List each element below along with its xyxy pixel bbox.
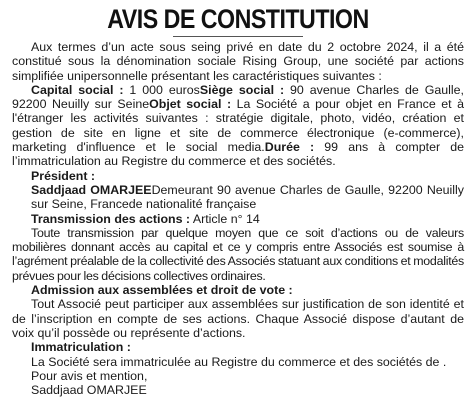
siege-value: 90 avenue Charles de Gaulle, 92200 Neuilly sur Seine	[12, 82, 465, 112]
duree-label: Durée :	[264, 140, 315, 155]
transmission-article: Article n° 14	[190, 211, 260, 226]
signatory-name: Saddjaad OMARJEE	[31, 383, 147, 398]
admission-heading: Admission aux assemblées et droit de vote :	[31, 283, 293, 298]
notice-title: AVIS DE CONSTITUTION	[107, 4, 369, 34]
president-paragraph	[12, 183, 464, 212]
company-details-paragraph	[12, 83, 464, 169]
closing-line: Pour avis et mention,	[31, 368, 148, 383]
president-address: Demeurant 90 avenue Charles de Gaulle, 92200 Neuilly sur Seine, Francede nationalité française	[31, 182, 464, 212]
siege-label: Siège social :	[199, 82, 285, 97]
objet-value: La Société a pour objet en France et à l'étranger les activités suivantes : stratégie digitale, photo, vidéo, création et gestion de site en ligne et site de commerce électronique (e-commerce), marketing d'influence et le social media.	[12, 97, 464, 155]
title-underline	[173, 36, 303, 37]
transmission-paragraph: Toute transmission par quelque moyen que ce soit d’actions ou de valeurs mobilières donnant accès au capital et ce y compris entre Associés est soumise à l’agrément préalable de la collectivité des Associés statuant aux conditions et modalités prévues pour les décisions collectives ordinaires.	[12, 225, 464, 283]
admission-paragraph: Tout Associé peut participer aux assemblées sur justification de son identité et de l’inscription en compte de ses actions. Chaque Associé dispose d’autant de voix qu’il possède ou représente d’actions.	[12, 297, 464, 340]
president-name: Saddjaad OMARJEE	[31, 182, 152, 197]
transmission-heading: Transmission des actions :	[31, 211, 191, 226]
intro-paragraph: Aux termes d’un acte sous seing privé en date du 2 octobre 2024, il a été constitué sous la dénomination sociale Rising Group, une société par actions simplifiée unipersonnelle présentant les caractéristiques suivantes :	[12, 40, 464, 83]
transmission-heading-line	[12, 212, 464, 226]
capital-value: 1 000 euros	[123, 82, 200, 97]
immatriculation-text: La Société sera immatriculée au Registre du commerce et des sociétés de .	[31, 354, 447, 369]
immatriculation-heading: Immatriculation :	[31, 340, 131, 355]
duree-value: 99 ans à compter de l’immatriculation au Registre du commerce et des sociétés.	[12, 140, 464, 169]
objet-label: Objet social :	[149, 97, 232, 112]
capital-label: Capital social :	[31, 82, 124, 97]
president-heading: Président :	[31, 168, 96, 183]
